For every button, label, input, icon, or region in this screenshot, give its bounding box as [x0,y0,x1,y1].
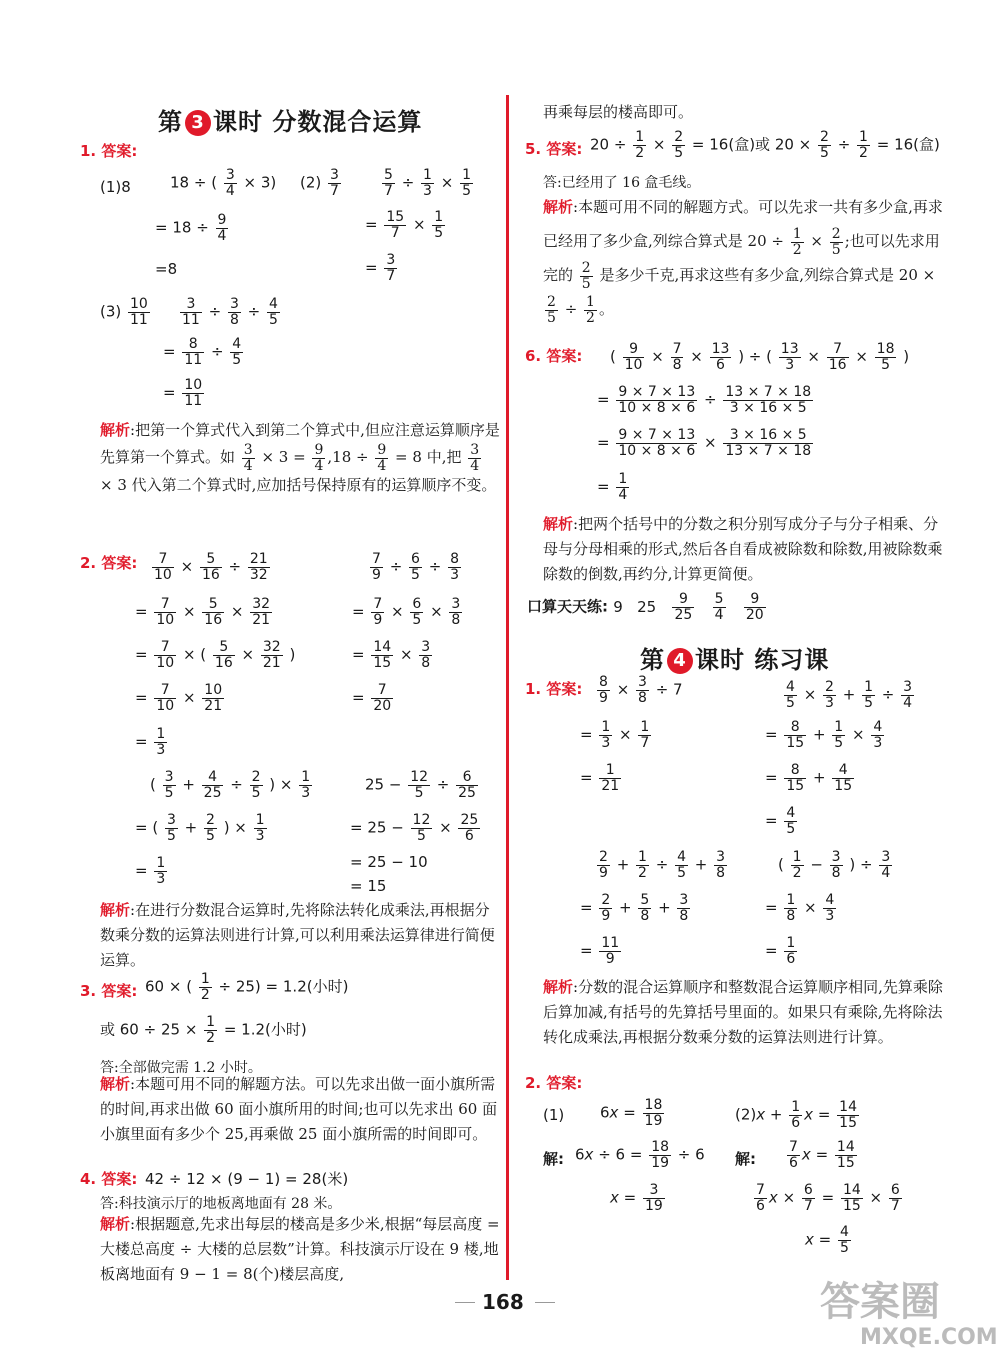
q1-2-final: = $\frac{3}{7}$ [365,252,396,284]
p1-a-step: = $\frac{1}{3}$ × $\frac{1}{7}$ [580,719,650,751]
q2-b-expr: $\frac{7}{9}$ ÷ $\frac{6}{5}$ ÷ $\frac{8}{3}$ [372,551,459,583]
q4-line1: 42 ÷ 12 × (9 − 1) = 28(米) [145,1170,349,1188]
q4-answer: 答:科技演示厅的地板离地面有 28 米。 [100,1196,342,1212]
p2-2-solve: 解: [735,1150,756,1168]
q2-a-step2: = $\frac{7}{10}$ × ( $\frac{5}{16}$ × $\frac{32}{21}$ ) [135,639,296,671]
q6-final: = $\frac{1}{4}$ [597,471,628,503]
p1-d-step: = $\frac{1}{8}$ × $\frac{4}{3}$ [765,892,835,924]
p2-1-final: x = $\frac{3}{19}$ [610,1182,663,1214]
q2-d-step1: = 25 − $\frac{12}{5}$ × $\frac{25}{6}$ [350,812,479,844]
q3-line2: 或 60 ÷ 25 × $\frac{1}{2}$ = 1.2(小时) [100,1014,307,1046]
q2-answer-label: 2. 答案: [80,554,138,572]
q1-answer-label: 1. 答案: [80,142,138,160]
p2-2-eq: (2)x + $\frac{1}{6}$ x = $\frac{14}{15}$ [735,1099,857,1131]
q1-1-result: (1)8 [100,178,131,196]
lesson-3-title: 第 3 课时 分数混合运算 [158,107,423,136]
p2-answer-label: 2. 答案: [525,1074,583,1092]
q3-explanation: 解析:本题可用不同的解题方法。可以先求出做一面小旗所需的时间,再求出做 60 面小旗所用的时间;也可以先求出 60 面小旗里面有多少个 25,再乘做 25 面小旗所需的时间即可。 [100,1075,498,1143]
q1-1-expr: 18 ÷ ( $\frac{3}{4}$ × 3) [170,167,277,199]
watermark-logo: 答案圈 [820,1279,940,1325]
q2-b-final: = $\frac{7}{20}$ [352,682,392,714]
p2-2-final: x = $\frac{4}{5}$ [805,1224,849,1256]
q2-c-step: = ( $\frac{3}{5}$ + $\frac{2}{5}$ ) × $\frac{1}{3}$ [135,812,265,844]
q1-3-final: = $\frac{10}{11}$ [163,377,203,409]
page-number-dash-left [455,1302,475,1303]
watermark-url: MXQE.COM [860,1325,998,1350]
p2-1-step: 6x ÷ 6 = $\frac{18}{19}$ ÷ 6 [575,1139,705,1171]
p2-1-solve: 解: [543,1150,564,1168]
q1-2-result: (2) $\frac{3}{7}$ [300,167,339,199]
q6-expr: ( $\frac{9}{10}$ × $\frac{7}{8}$ × $\frac{13}{6}$ ) ÷ ( $\frac{13}{3}$ × $\frac{7}{16}$ × $\frac{18}{5}$ ) [610,341,910,373]
q2-c-final: = $\frac{1}{3}$ [135,855,166,887]
q1-3-step: = $\frac{8}{11}$ ÷ $\frac{4}{5}$ [163,336,242,368]
q1-3-result: (3) $\frac{10}{11}$ [100,296,148,328]
lesson-number-badge: 4 [667,648,693,674]
q6-step2: = $\frac{9 \times 7 \times 13}{10 \times 8 \times 6}$ × $\frac{3 \times 16 \times 5}{13 \times 7 \times 18}$ [597,427,812,459]
q1-explanation: 解析:把第一个算式代入到第二个算式中,但应注意运算顺序是先算第一个算式。如 $\frac{3}{4}$ × 3 = $\frac{9}{4}$ ,18 ÷ $\frac{9}{4}$ = 8 中,把 $\frac{3}{4}$ × 3 代入第二个算式时,应加括号保持原有的运算顺序不变。 [100,421,500,495]
q1-1-step: = 18 ÷ $\frac{9}{4}$ [155,212,227,244]
q4-continued: 再乘每层的楼高即可。 [543,103,694,121]
q2-b-step1: = $\frac{7}{9}$ × $\frac{6}{5}$ × $\frac{3}{8}$ [352,596,461,628]
q1-2-step: = $\frac{15}{7}$ × $\frac{1}{5}$ [365,209,444,241]
q6-explanation: 解析:把两个括号中的分数之积分别写成分子与分子相乘、分母与分母相乘的形式,然后各自看成被除数和除数,用被除数乘除数的倒数,再约分,计算更简便。 [543,515,943,583]
q2-a-final: = $\frac{1}{3}$ [135,726,166,758]
q3-answer: 答:全部做完需 1.2 小时。 [100,1060,262,1076]
lesson-number-badge: 3 [185,110,211,136]
p1-answer-label: 1. 答案: [525,680,583,698]
q5-explanation: 解析:本题可用不同的解题方式。可以先求一共有多少盒,再求已经用了多少盒,列综合算式是 20 ÷ $\frac{1}{2}$ × $\frac{2}{5}$ ;也可以先求用完的 $\frac{2}{5}$ 是多少千克,再求这些有多少盒,列综合算式是 20 × $\frac{2}{5}$ ÷ $\frac{1}{2}$ 。 [543,198,943,326]
p1-b-final: = $\frac{4}{5}$ [765,805,796,837]
q4-answer-label: 4. 答案: [80,1170,138,1188]
p2-1-label: (1) [543,1106,565,1124]
q5-line1: 20 ÷ $\frac{1}{2}$ × $\frac{2}{5}$ = 16(盒)或 20 × $\frac{2}{5}$ ÷ $\frac{1}{2}$ = 16(盒) [590,129,940,161]
p1-d-expr: ( $\frac{1}{2}$ − $\frac{3}{8}$ ) ÷ $\frac{3}{4}$ [778,849,891,881]
q6-step1: = $\frac{9 \times 7 \times 13}{10 \times 8 \times 6}$ ÷ $\frac{13 \times 7 \times 18}{3 \times 16 \times 5}$ [597,384,812,416]
p1-b-step2: = $\frac{8}{15}$ + $\frac{4}{15}$ [765,762,853,794]
q2-a-step3: = $\frac{7}{10}$ × $\frac{10}{21}$ [135,682,223,714]
q2-d-final: = 15 [350,877,387,895]
q4-explanation: 解析:根据题意,先求出每层的楼高是多少米,根据“每层高度 = 大楼总高度 ÷ 大楼的总层数”计算。科技演示厅设在 9 楼,地板离地面有 9 − 1 = 8(个)楼层高度, [100,1215,500,1283]
q2-c-expr: ( $\frac{3}{5}$ + $\frac{4}{25}$ ÷ $\frac{2}{5}$ ) × $\frac{1}{3}$ [150,769,311,801]
q3-line1: 60 × ( $\frac{1}{2}$ ÷ 25) = 1.2(小时) [145,971,349,1003]
column-divider [506,95,509,1280]
q3-answer-label: 3. 答案: [80,982,138,1000]
q2-d-expr: 25 − $\frac{12}{5}$ ÷ $\frac{6}{25}$ [365,769,476,801]
q2-a-step1: = $\frac{7}{10}$ × $\frac{5}{16}$ × $\frac{32}{21}$ [135,596,271,628]
lesson-4-title: 第 4 课时 练习课 [640,645,830,674]
oral-practice: 口算天天练: 9 25 $\frac{9}{25}$ $\frac{5}{4}$ $\frac{9}{20}$ [527,591,764,623]
p1-b-expr: $\frac{4}{5}$ × $\frac{2}{3}$ + $\frac{1}{5}$ ÷ $\frac{3}{4}$ [786,679,913,711]
p2-1-eq: 6x = $\frac{18}{19}$ [600,1097,663,1129]
p1-a-final: = $\frac{1}{21}$ [580,762,620,794]
p1-a-expr: $\frac{8}{9}$ × $\frac{3}{8}$ ÷ 7 [599,674,683,706]
q6-answer-label: 6. 答案: [525,347,583,365]
page-number-dash-right [535,1302,555,1303]
q5-answer: 答:已经用了 16 盒毛线。 [543,175,701,191]
p1-explanation: 解析:分数的混合运算顺序和整数混合运算顺序相同,先算乘除后算加减,有括号的先算括号里面的。如果只有乘除,先将除法转化成乘法,再根据分数乘分数的运算法则进行计算。 [543,978,943,1046]
q1-2-expr: $\frac{5}{7}$ ÷ $\frac{1}{3}$ × $\frac{1}{5}$ [384,167,471,199]
q2-a-expr: $\frac{7}{10}$ × $\frac{5}{16}$ ÷ $\frac{21}{32}$ [154,551,268,583]
p1-c-expr: $\frac{2}{9}$ + $\frac{1}{2}$ ÷ $\frac{4}{5}$ + $\frac{3}{8}$ [599,849,726,881]
q1-3-expr: $\frac{3}{11}$ ÷ $\frac{3}{8}$ ÷ $\frac{4}{5}$ [182,296,278,328]
q2-explanation: 解析:在进行分数混合运算时,先将除法转化成乘法,再根据分数乘分数的运算法则进行计算,可以利用乘法运算律进行简便运算。 [100,901,495,969]
q2-b-step2: = $\frac{14}{15}$ × $\frac{3}{8}$ [352,639,431,671]
q2-d-step2: = 25 − 10 [350,853,428,871]
q1-1-final: =8 [155,260,178,278]
p2-2-step2: $\frac{7}{6}$ x × $\frac{6}{7}$ = $\frac{14}{15}$ × $\frac{6}{7}$ [756,1182,900,1214]
p1-c-final: = $\frac{11}{9}$ [580,935,620,967]
p2-2-step1: $\frac{7}{6}$ x = $\frac{14}{15}$ [789,1139,855,1171]
q5-answer-label: 5. 答案: [525,140,583,158]
page-number: 168 [482,1290,524,1314]
p1-c-step: = $\frac{2}{9}$ + $\frac{5}{8}$ + $\frac{3}{8}$ [580,892,689,924]
p1-b-step1: = $\frac{8}{15}$ + $\frac{1}{5}$ × $\frac{4}{3}$ [765,719,883,751]
p1-d-final: = $\frac{1}{6}$ [765,935,796,967]
